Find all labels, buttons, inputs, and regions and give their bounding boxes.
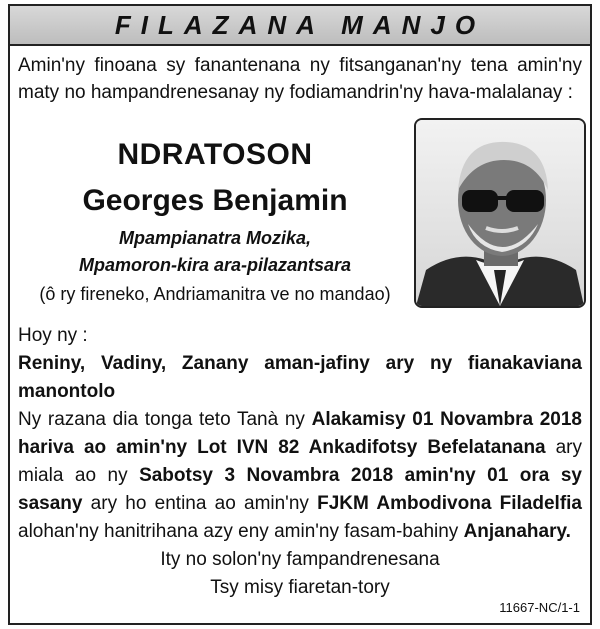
notice-header <box>10 6 590 46</box>
obituary-notice <box>8 4 592 625</box>
hoy-line: Hoy ny : <box>18 325 88 346</box>
deceased-role-1: Mpampianatra Mozika, <box>118 228 312 248</box>
deceased-surname: NDRATOSON <box>117 138 313 171</box>
deceased-given-names: Georges Benjamin <box>82 184 348 217</box>
deceased-role-2: Mpamoron-kira ara-pilazantsara <box>78 255 352 275</box>
notice-body <box>18 322 582 602</box>
deceased-epitaph: (ô ry fireneko, Andriamanitra ve no mandao) <box>39 284 391 304</box>
reference-number: 11667-NC/1-1 <box>499 600 580 615</box>
closing-line-1: Ity no solon'ny fampandrenesana <box>160 549 440 570</box>
closing-line-2: Tsy misy fiaretan-tory <box>210 577 390 598</box>
portrait-photo <box>414 118 586 308</box>
funeral-details: Ny razana dia tonga teto Tanà ny Alakamisy 01 Novambra 2018 hariva ao amin'ny Lot IVN 82 Ankadifotsy Befelatanana ary miala ao ny Sabotsy 3 Novambra 2018 amin'ny 01 ora sy sasany ary ho entina ao amin'ny FJKM Ambodivona Filadelfia alohan'ny hanitrihana azy eny amin'ny fasam-bahiny Anjanahary. <box>18 409 582 542</box>
notice-title: FILAZANA MANJO <box>114 9 486 40</box>
intro-text: Amin'ny finoana sy fanantenana ny fitsanganan'ny tena amin'ny maty no hampandrenesanay ny fodiamandrin'ny hava-malalanay : <box>18 55 582 103</box>
family-line: Reniny, Vadiny, Zanany aman-jafiny ary ny fianakaviana manontolo <box>18 353 582 402</box>
